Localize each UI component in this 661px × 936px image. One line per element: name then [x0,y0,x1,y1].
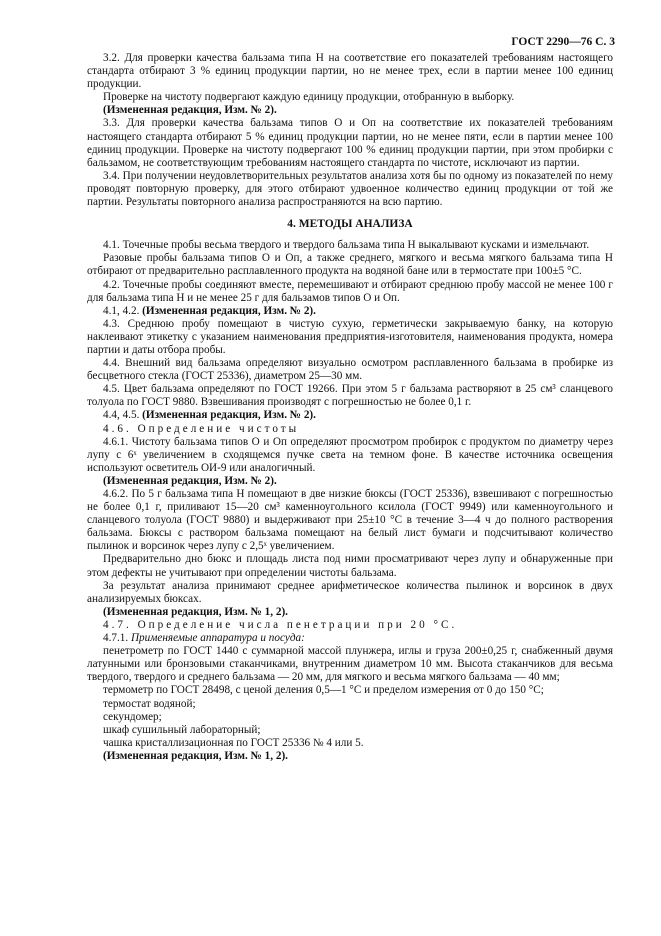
clause-4-1-samples: Разовые пробы бальзама типов О и Оп, а также среднего, мягкого и весьма мягкого бальзама типа Н отбирают от предварительно расплавленного продукта на водяной бане или в термостате при 100±5 °С. [87,252,613,278]
clause-3-3: 3.3. Для проверки качества бальзама типов О и Оп на соответствие их показателей требованиям настоящего стандарта отбирают 5 % единиц продукции партии, но не менее пяти, если в партии менее 100 единиц продукции. Проверке на чистоту подвергают 100 % единиц продукции партии, при этом пробирки с бальзамом, не соответствующим требованиям настоящего стандарта по чистоте, исключают из партии. [87,117,613,169]
equipment-dish: чашка кристаллизационная по ГОСТ 25336 № 4 или 5. [103,736,364,749]
clause-4-6-2-bottom: Предварительно дно бюкс и площадь листа под ними просматривают через лупу и обнаруженные при этом дефекты не учитывают при определении чистоты бальзама. [87,553,613,579]
clause-3-2-purity: Проверке на чистоту подвергают каждую единицу продукции, отобранную в выборку. [103,91,515,104]
clause-4-2: 4.2. Точечные пробы соединяют вместе, перемешивают и отбирают среднюю пробу массой не менее 100 г для бальзама типа Н и не менее 25 г для бальзамов типов О и Оп. [87,278,613,304]
equipment-thermometer: термометр по ГОСТ 28498, с ценой деления 0,5—1 °С и пределом измерения от 0 до 150 °С; [103,684,544,697]
clause-number: 4.7.1. [103,632,129,645]
clause-4-6-1: 4.6.1. Чистоту бальзама типов О и Оп определяют просмотром пробирок с продуктом по диаметру через лупу с 6ˣ увеличением в сходящемся пучке света на темном фоне. В качестве источника освещения используют осветитель ОИ-9 или аналогичный. [87,435,613,474]
revision-prefix: 4.1, 4.2. [103,304,140,317]
clause-4-6-heading: 4.6. Определение чистоты [103,422,300,435]
revision-note-4-1-4-2 [87,305,613,318]
equipment-penetrometer: пенетрометр по ГОСТ 1440 с суммарной массой плунжера, иглы и груза 200±0,25 г, снабженный двумя латунными или бронзовыми стаканчиками, внутренним диаметром 10 мм. Высота стаканчиков для весьма твердого, твердого и среднего бальзама — 20 мм, для мягкого и весьма мягкого бальзама — 40 мм; [87,645,613,684]
clause-4-6-2: 4.6.2. По 5 г бальзама типа Н помещают в две низкие бюксы (ГОСТ 25336), взвешивают с погрешностью не более 0,1 г, приливают 15—20 см³ каменноугольного ксилола (ГОСТ 9949) или каменноугольного и сланцевого толуола (ГОСТ 9880) и выдерживают при 25±10 °С в течение 3—4 ч до полного растворения бальзама. Бюксы с раствором бальзама помещают на белый лист бумаги и подсчитывают количество пылинок и ворсинок через лупу с 2,5ˣ увеличением. [87,488,613,553]
equipment-drying-cabinet: шкаф сушильный лабораторный; [103,723,261,736]
clause-3-2: 3.2. Для проверки качества бальзама типа Н на соответствие его показателей требованиям настоящего стандарта отбирают 3 % единиц продукции партии, но не менее трех, если в партии менее 100 единиц продукции. [87,52,613,91]
clause-4-7-1 [87,632,613,645]
clause-3-4: 3.4. При получении неудовлетворительных результатов анализа хотя бы по одному из показателей по нему проводят повторную проверку, для этого отбирают удвоенное количество единиц продукции от той же партии. Результаты повторного анализа распространяются на всю партию. [87,169,613,209]
revision-note: (Измененная редакция, Изм. № 2). [103,474,277,487]
equipment-thermostat: термостат водяной; [103,697,196,710]
clause-4-4: 4.4. Внешний вид бальзама определяют визуально осмотром расплавленного бальзама в пробирке из бесцветного стекла (ГОСТ 25336), диаметром 25—30 мм. [87,357,613,383]
revision-note: (Измененная редакция, Изм. № 1, 2). [103,749,288,762]
clause-4-3: 4.3. Среднюю пробу помещают в чистую сухую, герметически закрываемую банку, на которую наклеивают этикетку с указанием наименования предприятия-изготовителя, наименования продукта, номера партии и даты отбора пробы. [87,317,613,356]
clause-4-1: 4.1. Точечные пробы весьма твердого и твердого бальзама типа Н выкалывают кусками и измельчают. [103,239,590,252]
clause-4-6-2-result: За результат анализа принимают среднее арифметическое количества пылинок и ворсинок в двух анализируемых бюксах. [87,579,613,605]
revision-text: (Измененная редакция, Изм. № 2). [142,304,316,317]
section-title: 4. МЕТОДЫ АНАЛИЗА [287,218,413,231]
revision-prefix: 4.4, 4.5. [103,409,140,422]
clause-4-5: 4.5. Цвет бальзама определяют по ГОСТ 19266. При этом 5 г бальзама растворяют в 25 см³ сланцевого толуола по ГОСТ 9880. Взвешивания производят с погрешностью не более 0,1 г. [87,383,613,409]
revision-note-4-4-4-5 [87,409,613,422]
clause-4-7-heading: 4.7. Определение числа пенетрации при 20 °С. [103,618,458,631]
revision-note: (Измененная редакция, Изм. № 1, 2). [103,605,288,618]
revision-text: (Измененная редакция, Изм. № 2). [142,409,316,422]
equipment-stopwatch: секундомер; [103,710,162,723]
revision-note: (Измененная редакция, Изм. № 2). [103,104,277,117]
page-header: ГОСТ 2290—76 С. 3 [511,36,615,48]
clause-italic-title: Применяемые аппаратура и посуда: [130,632,305,645]
document-body [87,52,613,763]
